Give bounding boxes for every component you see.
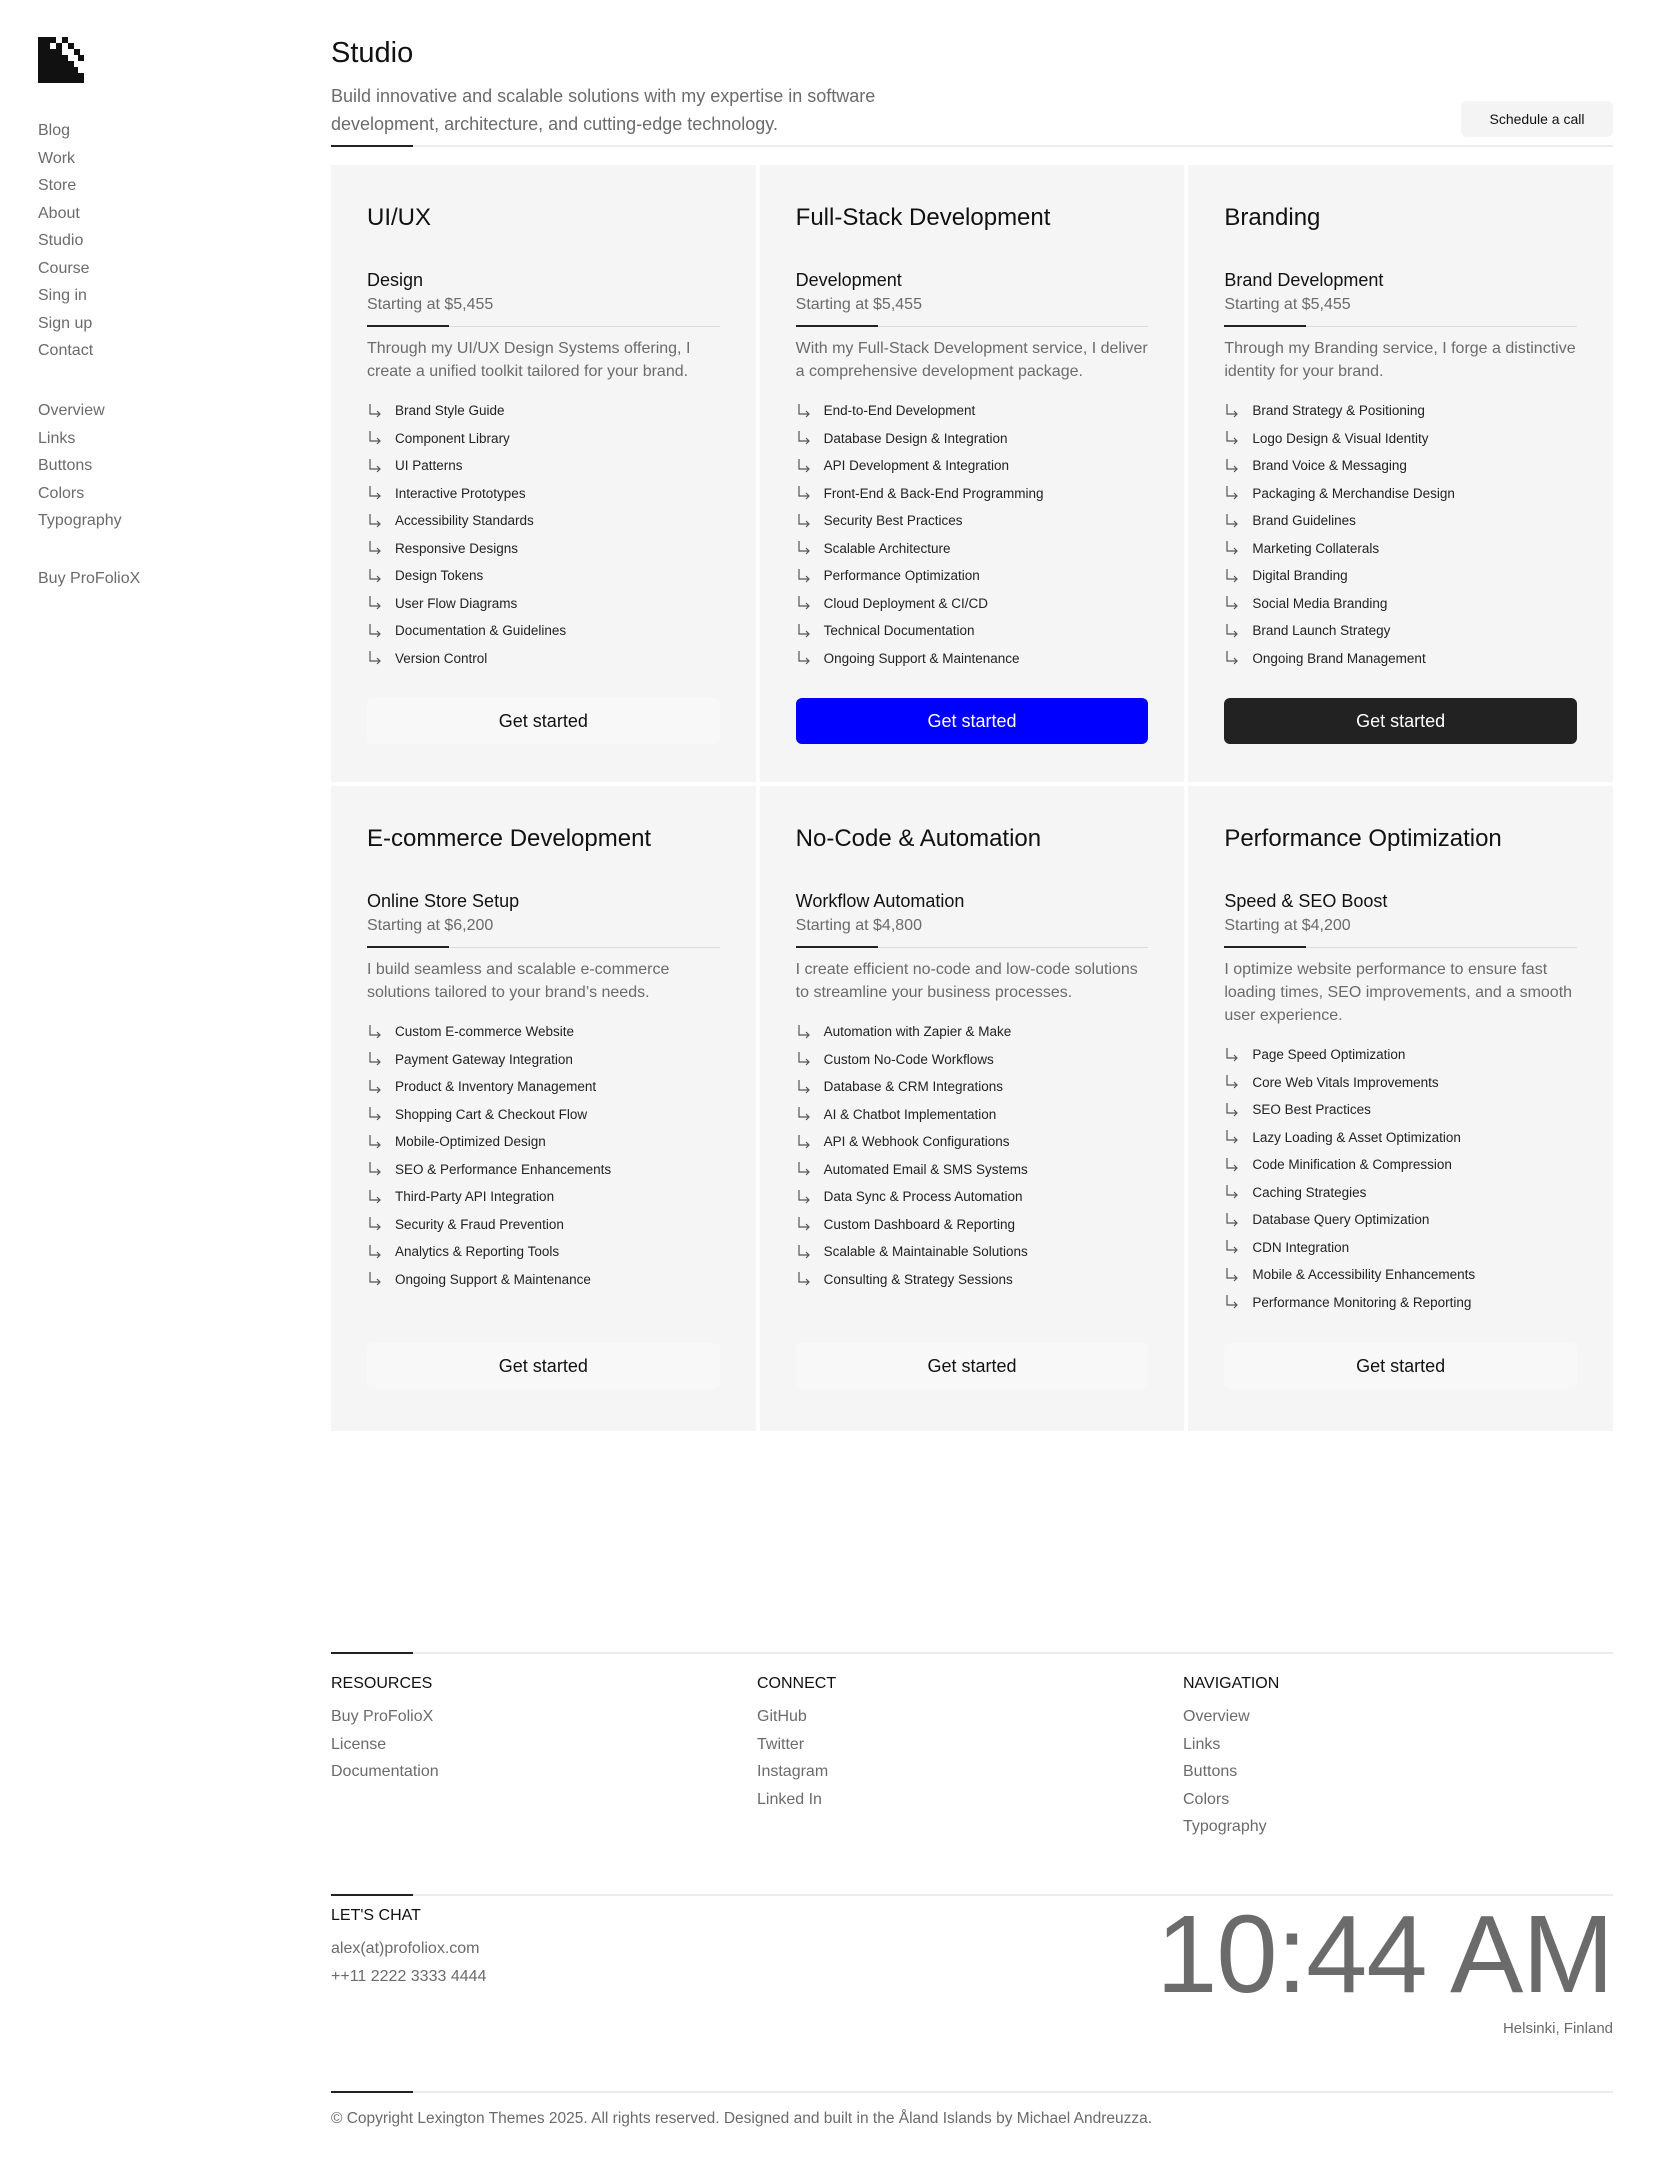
- arrow-return-icon: [367, 1134, 387, 1150]
- feature-label: Brand Guidelines: [1252, 513, 1356, 528]
- feature-item: [796, 617, 1149, 645]
- chat-divider-accent: [331, 1894, 413, 1896]
- card-subtitle: Speed & SEO Boost: [1224, 891, 1388, 911]
- arrow-return-icon: [367, 650, 387, 666]
- feature-item: [367, 1046, 720, 1074]
- feature-label: Mobile-Optimized Design: [395, 1134, 546, 1149]
- feature-label: Social Media Branding: [1252, 595, 1388, 611]
- feature-label: Brand Launch Strategy: [1252, 623, 1391, 638]
- arrow-return-icon: [796, 1051, 816, 1067]
- feature-item: [367, 480, 720, 508]
- feature-item: [367, 507, 720, 535]
- card-price: Starting at $6,200: [367, 917, 494, 934]
- sidebar-item-links[interactable]: Links: [38, 429, 76, 447]
- arrow-return-icon: [367, 568, 387, 584]
- feature-label: Performance Optimization: [823, 568, 980, 583]
- arrow-return-icon: [367, 513, 387, 529]
- feature-list: [367, 1018, 720, 1293]
- feature-label: SEO & Performance Enhancements: [395, 1161, 612, 1177]
- feature-label: Technical Documentation: [823, 623, 975, 638]
- card-divider: [1224, 947, 1577, 948]
- arrow-return-icon: [796, 1216, 816, 1232]
- clock-location: Helsinki, Finland: [1502, 2020, 1613, 2037]
- arrow-return-icon: [367, 430, 387, 446]
- feature-item: [1224, 645, 1577, 673]
- arrow-return-icon: [796, 1106, 816, 1122]
- feature-label: Mobile & Accessibility Enhancements: [1252, 1267, 1476, 1282]
- get-started-button[interactable]: Get started: [796, 698, 1149, 744]
- feature-label: Analytics & Reporting Tools: [395, 1244, 560, 1259]
- arrow-return-icon: [1224, 1157, 1244, 1173]
- feature-item: [1224, 480, 1577, 508]
- footer-link-linkedin[interactable]: Linked In: [757, 1790, 822, 1808]
- feature-item: [367, 1238, 720, 1266]
- feature-item: [796, 1183, 1149, 1211]
- feature-item: [796, 507, 1149, 535]
- card-description: Through my Branding service, I forge a distinctive identity for your brand.: [1224, 340, 1576, 380]
- feature-item: [367, 1211, 720, 1239]
- feature-item: [1224, 425, 1577, 453]
- feature-item: [796, 1073, 1149, 1101]
- arrow-return-icon: [367, 623, 387, 639]
- arrow-return-icon: [1224, 430, 1244, 446]
- card-description: I create efficient no-code and low-code solutions to streamline your business processes.: [795, 961, 1138, 1001]
- arrow-return-icon: [796, 1271, 816, 1287]
- feature-list: [1224, 397, 1577, 672]
- arrow-return-icon: [1224, 1184, 1244, 1200]
- arrow-return-icon: [1224, 1074, 1244, 1090]
- feature-label: AI & Chatbot Implementation: [823, 1106, 997, 1122]
- feature-label: End-to-End Development: [823, 403, 976, 418]
- chat-phone[interactable]: ++11 2222 3333 4444: [331, 1967, 487, 1985]
- card-title: No-Code & Automation: [795, 825, 1042, 852]
- feature-item: [1224, 1179, 1577, 1207]
- arrow-return-icon: [796, 458, 816, 474]
- card-description: I optimize website performance to ensure fast loading times, SEO improvements, and a smooth user experience.: [1224, 961, 1573, 1024]
- feature-label: Cloud Deployment & CI/CD: [823, 595, 988, 611]
- card-price: Starting at $4,200: [1224, 917, 1351, 934]
- feature-list: [796, 397, 1149, 672]
- sidebar-buy-nav: [38, 565, 140, 593]
- feature-item: [796, 645, 1149, 673]
- feature-label: Component Library: [395, 430, 510, 446]
- service-card: [1188, 165, 1613, 782]
- sidebar-primary-nav: [38, 117, 93, 365]
- feature-item: [796, 562, 1149, 590]
- feature-label: Scalable Architecture: [823, 540, 951, 556]
- card-divider: [796, 326, 1149, 327]
- arrow-return-icon: [796, 568, 816, 584]
- arrow-return-icon: [796, 430, 816, 446]
- feature-label: Custom E-commerce Website: [395, 1024, 575, 1039]
- feature-item: [796, 1156, 1149, 1184]
- footer-navigation: [1183, 1673, 1279, 1841]
- card-subtitle: Workflow Automation: [795, 891, 965, 911]
- feature-list: [796, 1018, 1149, 1293]
- feature-label: Design Tokens: [395, 568, 484, 583]
- feature-label: Scalable & Maintainable Solutions: [823, 1244, 1028, 1259]
- footer-link-license[interactable]: License: [331, 1735, 387, 1753]
- feature-item: [367, 535, 720, 563]
- feature-label: Custom No-Code Workflows: [823, 1051, 994, 1067]
- arrow-return-icon: [367, 458, 387, 474]
- card-divider: [367, 326, 720, 327]
- get-started-button[interactable]: Get started: [367, 698, 720, 744]
- get-started-button[interactable]: Get started: [367, 1343, 720, 1389]
- footer-link-links[interactable]: Links: [1183, 1735, 1221, 1753]
- arrow-return-icon: [796, 1244, 816, 1260]
- feature-item: [367, 1156, 720, 1184]
- arrow-return-icon: [1224, 458, 1244, 474]
- arrow-return-icon: [367, 1106, 387, 1122]
- feature-item: [1224, 1289, 1577, 1317]
- arrow-return-icon: [367, 1244, 387, 1260]
- footer-connect: [757, 1673, 836, 1813]
- sidebar-item-sign-in[interactable]: Sing in: [38, 287, 87, 304]
- feature-item: [367, 452, 720, 480]
- feature-label: API & Webhook Configurations: [823, 1134, 1010, 1149]
- feature-item: [1224, 397, 1577, 425]
- arrow-return-icon: [367, 1271, 387, 1287]
- feature-label: Performance Monitoring & Reporting: [1252, 1294, 1472, 1310]
- footer-link-colors[interactable]: Colors: [1183, 1790, 1230, 1808]
- arrow-return-icon: [367, 1161, 387, 1177]
- arrow-return-icon: [1224, 1212, 1244, 1228]
- card-price: Starting at $5,455: [795, 296, 922, 313]
- arrow-return-icon: [1224, 623, 1244, 639]
- arrow-return-icon: [367, 403, 387, 419]
- sidebar-item-about[interactable]: About: [38, 204, 80, 222]
- feature-label: Accessibility Standards: [395, 513, 534, 528]
- feature-item: [796, 1128, 1149, 1156]
- card-title: Full-Stack Development: [795, 204, 1051, 231]
- feature-item: [796, 1018, 1149, 1046]
- footer-link-documentation[interactable]: Documentation: [331, 1763, 439, 1780]
- feature-label: Brand Style Guide: [395, 403, 505, 418]
- sidebar-item-typography[interactable]: Typography: [38, 512, 122, 529]
- sidebar-item-buttons[interactable]: Buttons: [38, 457, 93, 474]
- card-subtitle: Brand Development: [1224, 270, 1384, 290]
- feature-label: Page Speed Optimization: [1252, 1047, 1406, 1062]
- feature-item: [796, 452, 1149, 480]
- feature-item: [367, 425, 720, 453]
- card-divider: [796, 947, 1149, 948]
- feature-label: User Flow Diagrams: [395, 595, 518, 611]
- services-grid: [331, 165, 1613, 1431]
- service-card: [331, 165, 756, 782]
- arrow-return-icon: [1224, 650, 1244, 666]
- chat-heading: LET'S CHAT: [331, 1907, 421, 1924]
- card-price: Starting at $4,800: [795, 917, 922, 934]
- feature-label: Core Web Vitals Improvements: [1252, 1074, 1439, 1090]
- sidebar-item-overview[interactable]: Overview: [38, 402, 105, 419]
- sidebar-item-store[interactable]: Store: [38, 177, 77, 194]
- feature-label: Digital Branding: [1252, 568, 1348, 583]
- feature-item: [367, 1128, 720, 1156]
- feature-item: [796, 397, 1149, 425]
- arrow-return-icon: [367, 540, 387, 556]
- feature-item: [367, 1073, 720, 1101]
- logo-icon[interactable]: [38, 37, 84, 83]
- footer-link-instagram[interactable]: Instagram: [757, 1763, 829, 1780]
- feature-item: [367, 1101, 720, 1129]
- footer-connect-heading: CONNECT: [757, 1675, 837, 1692]
- arrow-return-icon: [367, 1216, 387, 1232]
- feature-item: [796, 1211, 1149, 1239]
- card-subtitle: Design: [367, 270, 424, 290]
- feature-label: Marketing Collaterals: [1252, 540, 1380, 556]
- feature-item: [796, 1266, 1149, 1294]
- arrow-return-icon: [796, 540, 816, 556]
- feature-label: Automated Email & SMS Systems: [823, 1161, 1028, 1177]
- footer-link-twitter[interactable]: Twitter: [757, 1735, 805, 1753]
- get-started-button[interactable]: Get started: [1224, 1343, 1577, 1389]
- service-card: [331, 786, 756, 1431]
- arrow-return-icon: [1224, 1102, 1244, 1118]
- feature-label: Packaging & Merchandise Design: [1252, 485, 1455, 501]
- arrow-return-icon: [796, 403, 816, 419]
- feature-item: [1224, 1151, 1577, 1179]
- feature-label: Database Query Optimization: [1252, 1212, 1430, 1227]
- feature-item: [1224, 1069, 1577, 1097]
- arrow-return-icon: [367, 595, 387, 611]
- footer-navigation-heading: NAVIGATION: [1183, 1675, 1280, 1692]
- footer-link-github[interactable]: GitHub: [757, 1708, 807, 1725]
- footer-link-buy[interactable]: Buy ProFolioX: [331, 1708, 434, 1725]
- footer-resources: [331, 1673, 439, 1786]
- feature-item: [367, 1018, 720, 1046]
- feature-item: [367, 590, 720, 618]
- feature-label: Brand Strategy & Positioning: [1252, 403, 1425, 418]
- feature-item: [1224, 1261, 1577, 1289]
- feature-label: Code Minification & Compression: [1252, 1157, 1452, 1172]
- feature-label: Security & Fraud Prevention: [395, 1216, 564, 1232]
- schedule-call-button[interactable]: Schedule a call: [1461, 101, 1613, 137]
- feature-item: [796, 425, 1149, 453]
- copyright-divider: [331, 2091, 1613, 2093]
- feature-item: [367, 1183, 720, 1211]
- feature-label: Automation with Zapier & Make: [823, 1024, 1012, 1039]
- service-card: [760, 786, 1185, 1431]
- get-started-button[interactable]: Get started: [1224, 698, 1577, 744]
- footer-divider: [331, 1652, 1613, 1654]
- feature-item: [1224, 1041, 1577, 1069]
- feature-item: [1224, 535, 1577, 563]
- feature-label: API Development & Integration: [823, 458, 1010, 473]
- feature-label: Consulting & Strategy Sessions: [823, 1271, 1013, 1287]
- feature-item: [367, 397, 720, 425]
- arrow-return-icon: [796, 1024, 816, 1040]
- arrow-return-icon: [796, 485, 816, 501]
- feature-item: [367, 617, 720, 645]
- card-divider: [1224, 326, 1577, 327]
- card-subtitle: Development: [795, 270, 902, 290]
- card-divider: [367, 947, 720, 948]
- sidebar-item-work[interactable]: Work: [38, 149, 76, 167]
- feature-label: Interactive Prototypes: [395, 485, 526, 501]
- sidebar-item-blog[interactable]: Blog: [38, 122, 71, 139]
- footer-divider-accent: [331, 1652, 413, 1654]
- arrow-return-icon: [796, 1134, 816, 1150]
- sidebar-item-contact[interactable]: Contact: [38, 342, 94, 359]
- card-title: Branding: [1224, 204, 1321, 231]
- arrow-return-icon: [1224, 568, 1244, 584]
- sidebar-item-course[interactable]: Course: [38, 259, 90, 277]
- card-price: Starting at $5,455: [367, 296, 494, 313]
- arrow-return-icon: [796, 595, 816, 611]
- card-description: With my Full-Stack Development service, I deliver a comprehensive development package.: [795, 340, 1148, 380]
- feature-label: Database & CRM Integrations: [823, 1079, 1003, 1094]
- feature-item: [796, 1046, 1149, 1074]
- feature-item: [1224, 617, 1577, 645]
- feature-item: [796, 480, 1149, 508]
- sidebar-item-studio[interactable]: Studio: [38, 232, 84, 249]
- feature-item: [796, 1238, 1149, 1266]
- arrow-return-icon: [1224, 1047, 1244, 1063]
- feature-item: [1224, 1124, 1577, 1152]
- lets-chat: [331, 1905, 486, 1990]
- feature-item: [1224, 1206, 1577, 1234]
- feature-label: Ongoing Support & Maintenance: [823, 650, 1020, 666]
- feature-label: UI Patterns: [395, 458, 463, 473]
- feature-item: [1224, 590, 1577, 618]
- footer-link-typography[interactable]: Typography: [1183, 1818, 1267, 1835]
- feature-label: Payment Gateway Integration: [395, 1051, 573, 1067]
- chat-email[interactable]: alex(at)profoliox.com: [331, 1940, 480, 1957]
- feature-label: Brand Voice & Messaging: [1252, 458, 1407, 473]
- card-title: UI/UX: [367, 204, 432, 231]
- copyright-text: © Copyright Lexington Themes 2025. All rights reserved. Designed and built in the Åland Islands by Michael Andreuzza.: [331, 2110, 1153, 2127]
- card-description: I build seamless and scalable e-commerce solutions tailored to your brand’s needs.: [367, 961, 670, 1001]
- sidebar-item-colors[interactable]: Colors: [38, 484, 85, 502]
- arrow-return-icon: [796, 650, 816, 666]
- feature-label: Product & Inventory Management: [395, 1079, 597, 1094]
- arrow-return-icon: [367, 1051, 387, 1067]
- page-subtitle: Build innovative and scalable solutions with my expertise in software development, architecture, and cutting-edge technology.: [331, 86, 876, 134]
- feature-label: Security Best Practices: [823, 513, 963, 528]
- feature-label: Database Design & Integration: [823, 430, 1008, 446]
- page-title: Studio: [331, 37, 414, 69]
- feature-item: [367, 562, 720, 590]
- arrow-return-icon: [367, 485, 387, 501]
- service-card: [760, 165, 1185, 782]
- feature-label: Ongoing Brand Management: [1252, 650, 1426, 666]
- arrow-return-icon: [1224, 1267, 1244, 1283]
- feature-label: Documentation & Guidelines: [395, 623, 567, 638]
- feature-label: Version Control: [395, 650, 488, 666]
- arrow-return-icon: [1224, 1294, 1244, 1310]
- feature-item: [796, 1101, 1149, 1129]
- feature-label: Logo Design & Visual Identity: [1252, 430, 1429, 446]
- card-title: E-commerce Development: [367, 825, 652, 852]
- header-divider-accent: [331, 145, 413, 147]
- footer-resources-heading: RESOURCES: [331, 1675, 433, 1692]
- feature-label: Lazy Loading & Asset Optimization: [1252, 1129, 1461, 1145]
- feature-item: [1224, 1234, 1577, 1262]
- arrow-return-icon: [367, 1079, 387, 1095]
- arrow-return-icon: [1224, 595, 1244, 611]
- footer-link-buttons[interactable]: Buttons: [1183, 1763, 1238, 1780]
- sidebar-item-sign-up[interactable]: Sign up: [38, 314, 93, 332]
- feature-label: SEO Best Practices: [1252, 1102, 1371, 1117]
- feature-item: [796, 535, 1149, 563]
- feature-item: [1224, 507, 1577, 535]
- feature-label: CDN Integration: [1252, 1239, 1350, 1255]
- feature-item: [1224, 452, 1577, 480]
- arrow-return-icon: [367, 1024, 387, 1040]
- arrow-return-icon: [796, 1161, 816, 1177]
- feature-label: Shopping Cart & Checkout Flow: [395, 1106, 588, 1122]
- service-card: [1188, 786, 1613, 1431]
- arrow-return-icon: [1224, 1239, 1244, 1255]
- feature-label: Custom Dashboard & Reporting: [823, 1216, 1016, 1232]
- header-divider: [331, 145, 1613, 147]
- feature-label: Responsive Designs: [395, 540, 519, 556]
- feature-item: [1224, 562, 1577, 590]
- arrow-return-icon: [1224, 513, 1244, 529]
- arrow-return-icon: [796, 1079, 816, 1095]
- footer-link-overview[interactable]: Overview: [1183, 1708, 1250, 1725]
- feature-label: Front-End & Back-End Programming: [823, 485, 1044, 501]
- card-title: Performance Optimization: [1224, 825, 1502, 852]
- arrow-return-icon: [1224, 540, 1244, 556]
- card-subtitle: Online Store Setup: [367, 891, 520, 911]
- arrow-return-icon: [796, 1189, 816, 1205]
- local-clock: 10:44 AM: [1156, 1893, 1613, 2016]
- feature-item: [367, 1266, 720, 1294]
- sidebar-secondary-nav: [38, 397, 122, 535]
- copyright-divider-accent: [331, 2091, 413, 2093]
- feature-label: Ongoing Support & Maintenance: [395, 1271, 591, 1287]
- card-description: Through my UI/UX Design Systems offering, I create a unified toolkit tailored for your brand.: [367, 340, 691, 380]
- feature-item: [1224, 1096, 1577, 1124]
- card-price: Starting at $5,455: [1224, 296, 1351, 313]
- arrow-return-icon: [796, 513, 816, 529]
- arrow-return-icon: [796, 623, 816, 639]
- arrow-return-icon: [367, 1189, 387, 1205]
- feature-label: Third-Party API Integration: [395, 1189, 555, 1204]
- feature-item: [367, 645, 720, 673]
- arrow-return-icon: [1224, 403, 1244, 419]
- feature-label: Caching Strategies: [1252, 1184, 1367, 1200]
- feature-label: Data Sync & Process Automation: [823, 1189, 1023, 1204]
- sidebar-item-buy[interactable]: Buy ProFolioX: [38, 570, 141, 587]
- feature-list: [1224, 1041, 1577, 1316]
- arrow-return-icon: [1224, 485, 1244, 501]
- feature-list: [367, 397, 720, 672]
- feature-item: [796, 590, 1149, 618]
- get-started-button[interactable]: Get started: [796, 1343, 1149, 1389]
- arrow-return-icon: [1224, 1129, 1244, 1145]
